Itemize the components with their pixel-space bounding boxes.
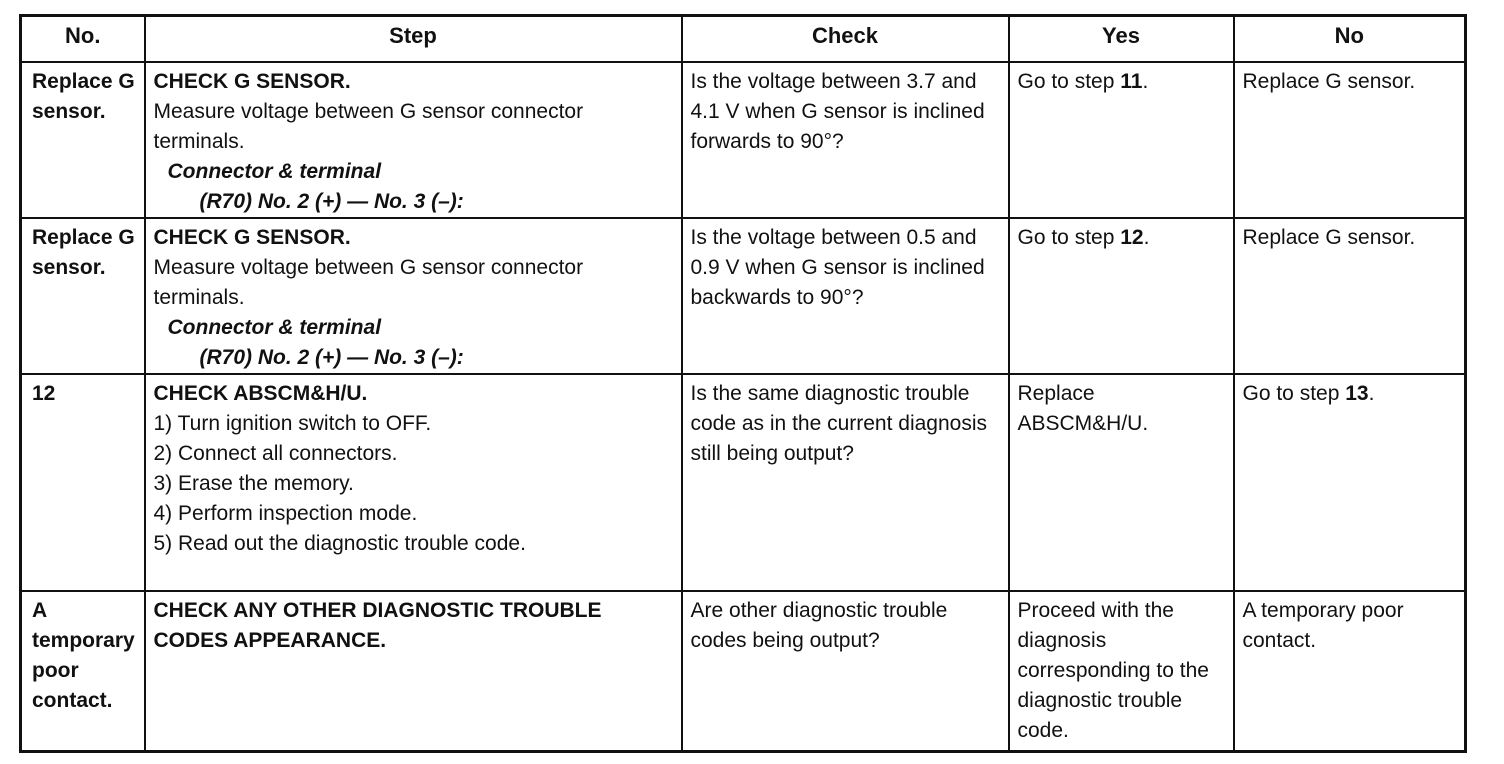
header-no: No. xyxy=(21,16,145,63)
yes-cell: Replace ABSCM&H/U. xyxy=(1009,374,1234,591)
yes-prefix: Go to step xyxy=(1017,70,1121,93)
connector-value: (R70) No. 2 (+) — No. 3 (–): xyxy=(199,346,464,369)
step-cell xyxy=(145,62,682,218)
header-no-col: No xyxy=(1234,16,1466,63)
no-cell: A temporary poor contact. xyxy=(1234,591,1466,751)
yes-cell: Proceed with the diagnosis corresponding to the diagnostic trouble code. xyxy=(1009,591,1234,751)
row-number: A temporary poor contact. xyxy=(21,591,145,751)
step-cell xyxy=(145,374,682,591)
table-row xyxy=(21,218,1466,374)
table-row xyxy=(21,374,1466,591)
step-title: CHECK G SENSOR. xyxy=(153,226,351,249)
yes-step-link: 12 xyxy=(1120,226,1144,249)
connector-label: Connector & terminal xyxy=(167,160,382,183)
row-number: Replace G sensor. xyxy=(21,62,145,218)
step-cell xyxy=(145,218,682,374)
yes-prefix: Go to step xyxy=(1017,226,1121,249)
yes-suffix: . xyxy=(1143,226,1150,249)
yes-suffix: . xyxy=(1142,70,1149,93)
step-item: 5) Read out the diagnostic trouble code. xyxy=(153,532,526,555)
step-text: Measure voltage between G sensor connector terminals. xyxy=(153,100,584,153)
no-suffix: . xyxy=(1368,382,1375,405)
check-cell: Is the voltage between 0.5 and 0.9 V when G sensor is inclined backwards to 90°? xyxy=(682,218,1009,374)
check-cell: Is the same diagnostic trouble code as in the current diagnosis still being output? xyxy=(682,374,1009,591)
step-item: 3) Erase the memory. xyxy=(153,472,354,495)
step-text: Measure voltage between G sensor connector terminals. xyxy=(153,256,584,309)
row-number: 12 xyxy=(21,374,145,591)
no-prefix: Go to step xyxy=(1242,382,1346,405)
no-cell xyxy=(1234,374,1466,591)
connector-label: Connector & terminal xyxy=(167,316,382,339)
diagnostic-table xyxy=(19,14,1467,753)
table-row xyxy=(21,591,1466,751)
header-step: Step xyxy=(145,16,682,63)
no-cell: Replace G sensor. xyxy=(1234,218,1466,374)
no-cell: Replace G sensor. xyxy=(1234,62,1466,218)
row-number: Replace G sensor. xyxy=(21,218,145,374)
check-cell: Is the voltage between 3.7 and 4.1 V when G sensor is inclined forwards to 90°? xyxy=(682,62,1009,218)
header-check: Check xyxy=(682,16,1009,63)
yes-cell xyxy=(1009,62,1234,218)
step-item: 4) Perform inspection mode. xyxy=(153,502,418,525)
step-item: 2) Connect all connectors. xyxy=(153,442,398,465)
step-item: 1) Turn ignition switch to OFF. xyxy=(153,412,432,435)
header-row xyxy=(21,16,1466,63)
table-row xyxy=(21,62,1466,218)
step-cell xyxy=(145,591,682,751)
step-title: CHECK ABSCM&H/U. xyxy=(153,382,368,405)
no-step-link: 13 xyxy=(1345,382,1369,405)
yes-step-link: 11 xyxy=(1120,70,1143,93)
step-title: CHECK G SENSOR. xyxy=(153,70,351,93)
check-cell: Are other diagnostic trouble codes being output? xyxy=(682,591,1009,751)
header-yes: Yes xyxy=(1009,16,1234,63)
step-title: CHECK ANY OTHER DIAGNOSTIC TROUBLE CODES APPEARANCE. xyxy=(153,599,602,652)
connector-value: (R70) No. 2 (+) — No. 3 (–): xyxy=(199,190,464,213)
yes-cell xyxy=(1009,218,1234,374)
